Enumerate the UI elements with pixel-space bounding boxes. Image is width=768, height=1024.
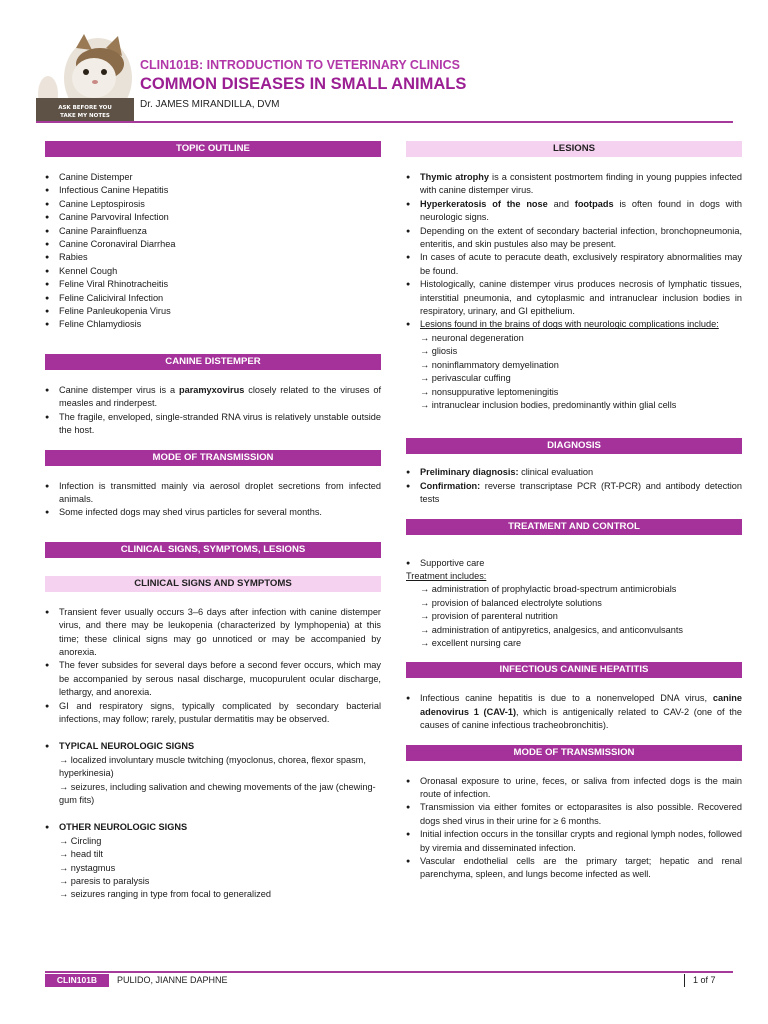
footer-course-code: CLIN101B [45,974,109,987]
canine-distemper-list [45,384,381,438]
section-heading-lesions: LESIONS [406,141,742,157]
list-item: ● Canine distemper virus is a paramyxovirus closely related to the viruses of measles and rinderpest. [59,384,381,411]
list-item: ● Infectious Canine Hepatitis [59,184,381,197]
section-heading-mode-of-transmission: MODE OF TRANSMISSION [45,450,381,466]
author: Dr. JAMES MIRANDILLA, DVM [140,99,280,110]
list-item: ● Lesions found in the brains of dogs with neurologic complications include: [420,318,742,331]
page-number: 1 of 7 [684,974,716,987]
header-divider [36,121,733,123]
list-item: ● Kennel Cough [59,265,381,278]
arrow-item: → excellent nursing care [420,637,522,648]
list-item: ● Infectious canine hepatitis is due to a nonenveloped DNA virus, canine adenovirus 1 (CAV-1), which is antigenically related to CAV-2 (one of the causes of canine infectious tracheobronchitis). [420,692,742,732]
section-heading-diagnosis: DIAGNOSIS [406,438,742,454]
arrow-item: → administration of prophylactic broad-spectrum antimicrobials [420,584,677,595]
list-item: ● Vascular endothelial cells are the primary target; hepatic and renal parenchyma, spleen, and lungs become infected as well. [420,855,742,882]
footer-author-name: PULIDO, JIANNE DAPHNE [117,975,228,985]
topic-outline-list [45,171,381,332]
arrow-item: → localized involuntary muscle twitching (myoclonus, chorea, flexor spasm, hyperkinesia) [59,754,366,779]
list-item: ● Canine Parainfluenza [59,225,381,238]
diagnosis-list [406,466,742,506]
course-title: CLIN101B: INTRODUCTION TO VETERINARY CLINICS [140,58,460,72]
list-item: ● Infection is transmitted mainly via aerosol droplet secretions from infected animals. [59,480,381,507]
list-item: ● Preliminary diagnosis: clinical evaluation [420,466,742,479]
list-item: ● Confirmation: reverse transcriptase PCR (RT-PCR) and antibody detection tests [420,480,742,507]
list-item: ● Rabies [59,251,381,264]
list-item: ● The fragile, enveloped, single-stranded RNA virus is relatively unstable outside the host. [59,411,381,438]
list-item: ● Feline Caliciviral Infection [59,292,381,305]
list-item: ● Histologically, canine distemper virus produces necrosis of lymphatic tissues, interstitial pneumonia, and cytoplasmic and intranuclear inclusion bodies in respiratory, urinary, and GI epithelium. [420,278,742,318]
list-item: ● Depending on the extent of secondary bacterial infection, bronchopneumonia, enteritis, and skin pustules also may be present. [420,225,742,252]
ich-transmission-list [406,775,742,882]
treatment-includes-label: Treatment includes: [406,570,487,581]
list-item: ● The fever subsides for several days before a second fever occurs, which may be accompanied by serous nasal discharge, mucopurulent ocular discharge, lethargy, and anorexia. [59,659,381,699]
list-item: ● Thymic atrophy is a consistent postmortem finding in young puppies infected with canine distemper virus. [420,171,742,198]
typical-neurologic-signs [45,740,381,753]
arrow-item: → seizures, including salivation and chewing movements of the jaw (chewing-gum fits) [59,781,376,805]
list-item: ● Hyperkeratosis of the nose and footpads is often found in dogs with neurologic signs. [420,198,742,225]
arrow-item: → provision of parenteral nutrition [420,611,558,622]
list-item: ● Supportive care [420,557,742,570]
list-item: ● Transient fever usually occurs 3–6 days after infection with canine distemper virus, and there may be leukopenia (characterized by lymphopenia) at this time; these clinical signs may go unnoticed or may be accompanied by anorexia. [59,606,381,660]
list-item: ● Feline Chlamydiosis [59,318,381,331]
cat-logo-image [36,34,134,122]
arrow-item: → paresis to paralysis [59,876,150,887]
other-neurologic-signs [45,821,381,834]
section-heading-topic-outline: TOPIC OUTLINE [45,141,381,157]
document-title: COMMON DISEASES IN SMALL ANIMALS [140,75,467,93]
arrow-item: → gliosis [420,346,458,357]
arrow-item: → provision of balanced electrolyte solutions [420,597,602,608]
section-heading-clinical-signs: CLINICAL SIGNS, SYMPTOMS, LESIONS [45,542,381,558]
treatment-list [406,557,742,570]
transmission-list [45,480,381,520]
footer-divider [45,971,733,973]
list-heading: ● TYPICAL NEUROLOGIC SIGNS [59,740,381,753]
list-item: ● Oronasal exposure to urine, feces, or saliva from infected dogs is the main route of infection. [420,775,742,802]
list-item: ● GI and respiratory signs, typically complicated by secondary bacterial infections, may follow; rarely, pustular dermatitis may be observed. [59,700,381,727]
section-heading-treatment: TREATMENT AND CONTROL [406,519,742,535]
list-item: ● Feline Viral Rhinotracheitis [59,278,381,291]
logo-text-1: ASK BEFORE YOU [58,105,112,111]
section-heading-ich-transmission: MODE OF TRANSMISSION [406,745,742,761]
arrow-item: → nystagmus [59,862,116,873]
arrow-item: → intranuclear inclusion bodies, predominantly within glial cells [420,399,677,410]
arrow-item: → seizures ranging in type from focal to generalized [59,889,271,900]
list-item: ● Feline Panleukopenia Virus [59,305,381,318]
list-item: ● Canine Leptospirosis [59,198,381,211]
arrow-item: → Circling [59,835,102,846]
logo-text-2: TAKE MY NOTES [60,113,110,119]
arrow-item: → perivascular cuffing [420,373,511,384]
list-item: ● In cases of acute to peracute death, exclusively respiratory abnormalities may be found. [420,251,742,278]
clinical-signs-list [45,606,381,727]
list-heading: ● OTHER NEUROLOGIC SIGNS [59,821,381,834]
list-item: ● Transmission via either fomites or ectoparasites is also possible. Recovered dogs shed virus in their urine for ≥ 6 months. [420,801,742,828]
list-item: ● Canine Distemper [59,171,381,184]
arrow-item: → neuronal degeneration [420,332,524,343]
list-item: ● Canine Parvoviral Infection [59,211,381,224]
arrow-item: → noninflammatory demyelination [420,359,559,370]
arrow-item: → head tilt [59,849,103,860]
arrow-item: → administration of antipyretics, analgesics, and anticonvulsants [420,624,684,635]
arrow-item: → nonsuppurative leptomeningitis [420,386,559,397]
ich-list [406,692,742,732]
list-item: ● Canine Coronaviral Diarrhea [59,238,381,251]
lesions-list [406,171,742,332]
section-heading-infectious-canine-hepatitis: INFECTIOUS CANINE HEPATITIS [406,662,742,678]
list-item: ● Initial infection occurs in the tonsillar crypts and regional lymph nodes, followed by viremia and disseminated infection. [420,828,742,855]
right-column [406,141,742,882]
section-heading-canine-distemper: CANINE DISTEMPER [45,354,381,370]
left-column [45,141,381,902]
list-item: ● Some infected dogs may shed virus particles for several months. [59,506,381,519]
subsection-heading-clinical-signs-symptoms: CLINICAL SIGNS AND SYMPTOMS [45,576,381,592]
